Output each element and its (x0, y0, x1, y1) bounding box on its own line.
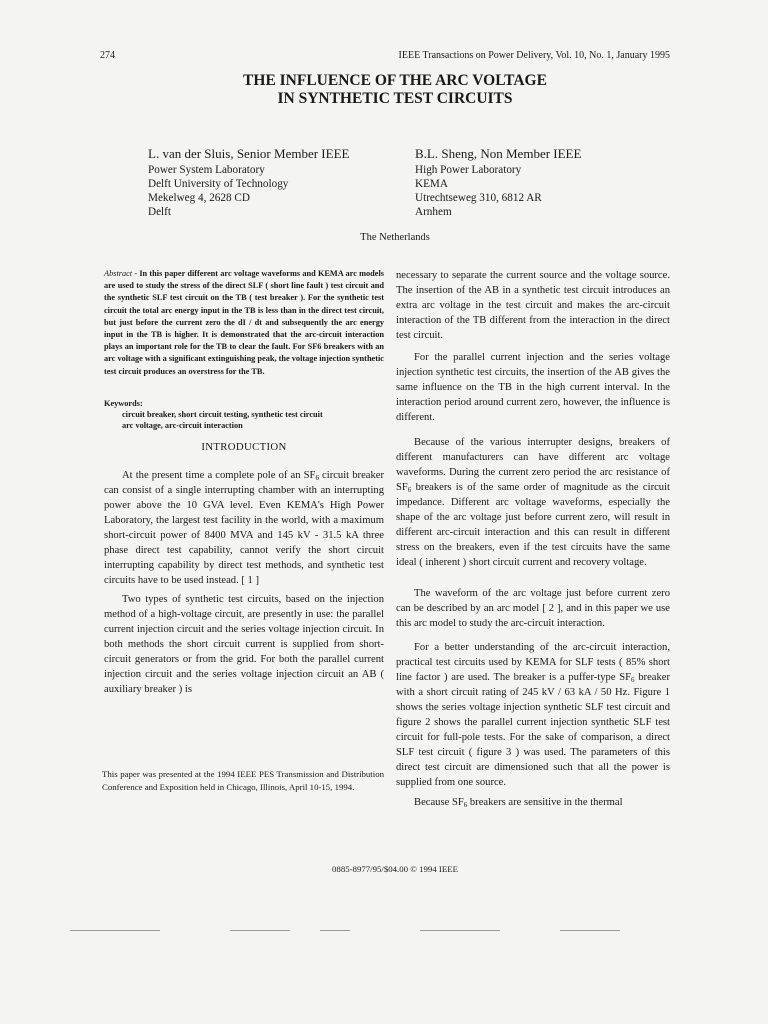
keywords-line-1: circuit breaker, short circuit testing, synthetic test circuit (122, 410, 323, 419)
subscript: 6 (631, 676, 635, 684)
keywords-label: Keywords: (104, 399, 143, 408)
paper-title (100, 72, 690, 108)
affiliation-line: KEMA (415, 178, 448, 190)
paragraph-text: Two types of synthetic test circuits, based on the injection method of a high-voltage circuit, are presently in use: the parallel current injection circuit and the series voltage injection circuit. In both methods the short circuit current is supplied from short-circuit generators or from the grid. For both the parallel current injection circuit and the series voltage injection circuit an AB ( auxiliary breaker ) is (104, 594, 384, 695)
right-paragraph-6 (396, 795, 670, 810)
subscript: 6 (463, 801, 468, 809)
affiliation-line: Arnhem (415, 206, 452, 218)
title-line-2: IN SYNTHETIC TEST CIRCUITS (277, 90, 513, 107)
author-name: B.L. Sheng, Non Member IEEE (415, 146, 582, 161)
right-paragraph-3 (396, 435, 670, 570)
paragraph-text: breaker with a short circuit rating of 245 kV / 63 kA / 50 Hz. Figure 1 shows the series voltage injection synthetic SLF test circuit and figure 2 shows the parallel current injection synthetic SLF test circuit for full-pole tests. For the sake of comparison, a direct SLF test circuit ( figure 3 ) was used. The parameters of this direct test circuit are dimensioned such that all the power is supplied from one source. (396, 672, 670, 788)
left-paragraph-1 (104, 468, 384, 588)
title-line-1: THE INFLUENCE OF THE ARC VOLTAGE (243, 72, 547, 89)
paragraph-text: The waveform of the arc voltage just before current zero can be described by an arc model [ 2 ], and in this paper we use this arc model to study the arc-circuit interaction. (396, 588, 670, 629)
author-name: L. van der Sluis, Senior Member IEEE (148, 146, 350, 161)
affiliation-line: High Power Laboratory (415, 164, 522, 176)
keywords-line-2: arc voltage, arc-circuit interaction (122, 421, 243, 430)
paragraph-text: breakers are sensitive in the thermal (467, 797, 623, 808)
author-affiliation (148, 163, 398, 219)
scan-rule (230, 930, 290, 931)
right-paragraph-2 (396, 350, 670, 425)
paragraph-text: At the present time a complete pole of an SF (122, 470, 316, 481)
right-paragraph-5 (396, 640, 670, 790)
paragraph-text: For a better understanding of the arc-circuit interaction, practical test circuits used by KEMA for SLF tests ( 85% short line factor ) are used. The breaker is a puffer-type SF (396, 642, 670, 683)
right-paragraph-1 (396, 268, 670, 343)
paragraph-text: Because of the various interrupter designs, breakers of different manufacturers can have different arc voltage waveforms. During the current zero period the arc resistance of SF (396, 437, 670, 493)
paragraph-text: breakers is of the same order of magnitude as the circuit impedance. Different arc voltage waveforms, especially the shape of the arc voltage just before current zero, will result in different arc-circuit interaction and this can result in different stress on the breakers, even if the test circuits have the same ideal ( inherent ) short circuit current and recovery voltage. (396, 482, 670, 568)
paragraph-text: necessary to separate the current source and the voltage source. The insertion of the AB in a synthetic test circuit introduces an extra arc voltage in the test circuit and makes the arc-circuit interaction of the TB different from the interaction in the direct test circuit. (396, 270, 670, 341)
keywords (104, 398, 384, 431)
footnote: This paper was presented at the 1994 IEEE PES Transmission and Distribution Conference and Exposition held in Chicago, Illinois, April 10-15, 1994. (102, 769, 384, 792)
affiliation-line: Delft University of Technology (148, 178, 289, 190)
author-block-2 (415, 146, 675, 219)
right-paragraph-4 (396, 586, 670, 631)
paragraph-text: For the parallel current injection and the series voltage injection synthetic test circuits, the insertion of the AB gives the same influence on the TB in the high current interval. In the interaction period around current zero, however, the influence is different. (396, 352, 670, 423)
author-affiliation (415, 163, 675, 219)
affiliation-line: Power System Laboratory (148, 164, 265, 176)
paragraph-text: circuit breaker can consist of a single interrupting chamber with an interrupting power above the 10 GVA level. Even KEMA's High Power Laboratory, the largest test facility in the world, with a maximum short-circuit power of 8400 MVA and 145 kV - 31.5 kA three phase direct test capability, cannot verify the short circuit interrupting capability by direct test methods, and synthetic test circuits have to be used instead. [ 1 ] (104, 470, 384, 586)
affiliation-line: Delft (148, 206, 171, 218)
affiliation-line: Mekelweg 4, 2628 CD (148, 192, 250, 204)
country-line: The Netherlands (360, 232, 430, 243)
section-heading: INTRODUCTION (201, 441, 287, 453)
page-number: 274 (100, 50, 115, 61)
scan-rule (420, 930, 500, 931)
affiliation-line: Utrechtseweg 310, 6812 AR (415, 192, 542, 204)
copyright-line: 0885-8977/95/$04.00 © 1994 IEEE (332, 864, 458, 874)
paragraph-text: Because SF (414, 797, 464, 808)
subscript: 6 (407, 486, 412, 494)
author-block-1 (148, 146, 398, 219)
scan-rule (560, 930, 620, 931)
abstract (104, 268, 384, 378)
left-paragraph-2 (104, 592, 384, 697)
scan-rule (70, 930, 160, 931)
journal-citation: IEEE Transactions on Power Delivery, Vol. 10, No. 1, January 1995 (398, 50, 670, 61)
scan-rule (320, 930, 350, 931)
abstract-lead: Abstract - (104, 269, 140, 278)
subscript: 6 (315, 474, 319, 482)
abstract-text: In this paper different arc voltage waveforms and KEMA arc models are used to study the stress of the direct SLF ( short line fault ) test circuit and the synthetic SLF test circuit on the TB ( test breaker ). For the synthetic test circuit the total arc energy input in the TB is less than in the direct test circuit, but just before the current zero the dI / dt and subsequently the arc energy input in the TB is higher. It is demonstrated that the arc-circuit interaction plays an important role for the TB to clear the fault. For SF6 breakers with an arc voltage with a significant extinguishing peak, the voltage injection synthetic test circuit produces an overstress for the TB. (104, 269, 384, 376)
